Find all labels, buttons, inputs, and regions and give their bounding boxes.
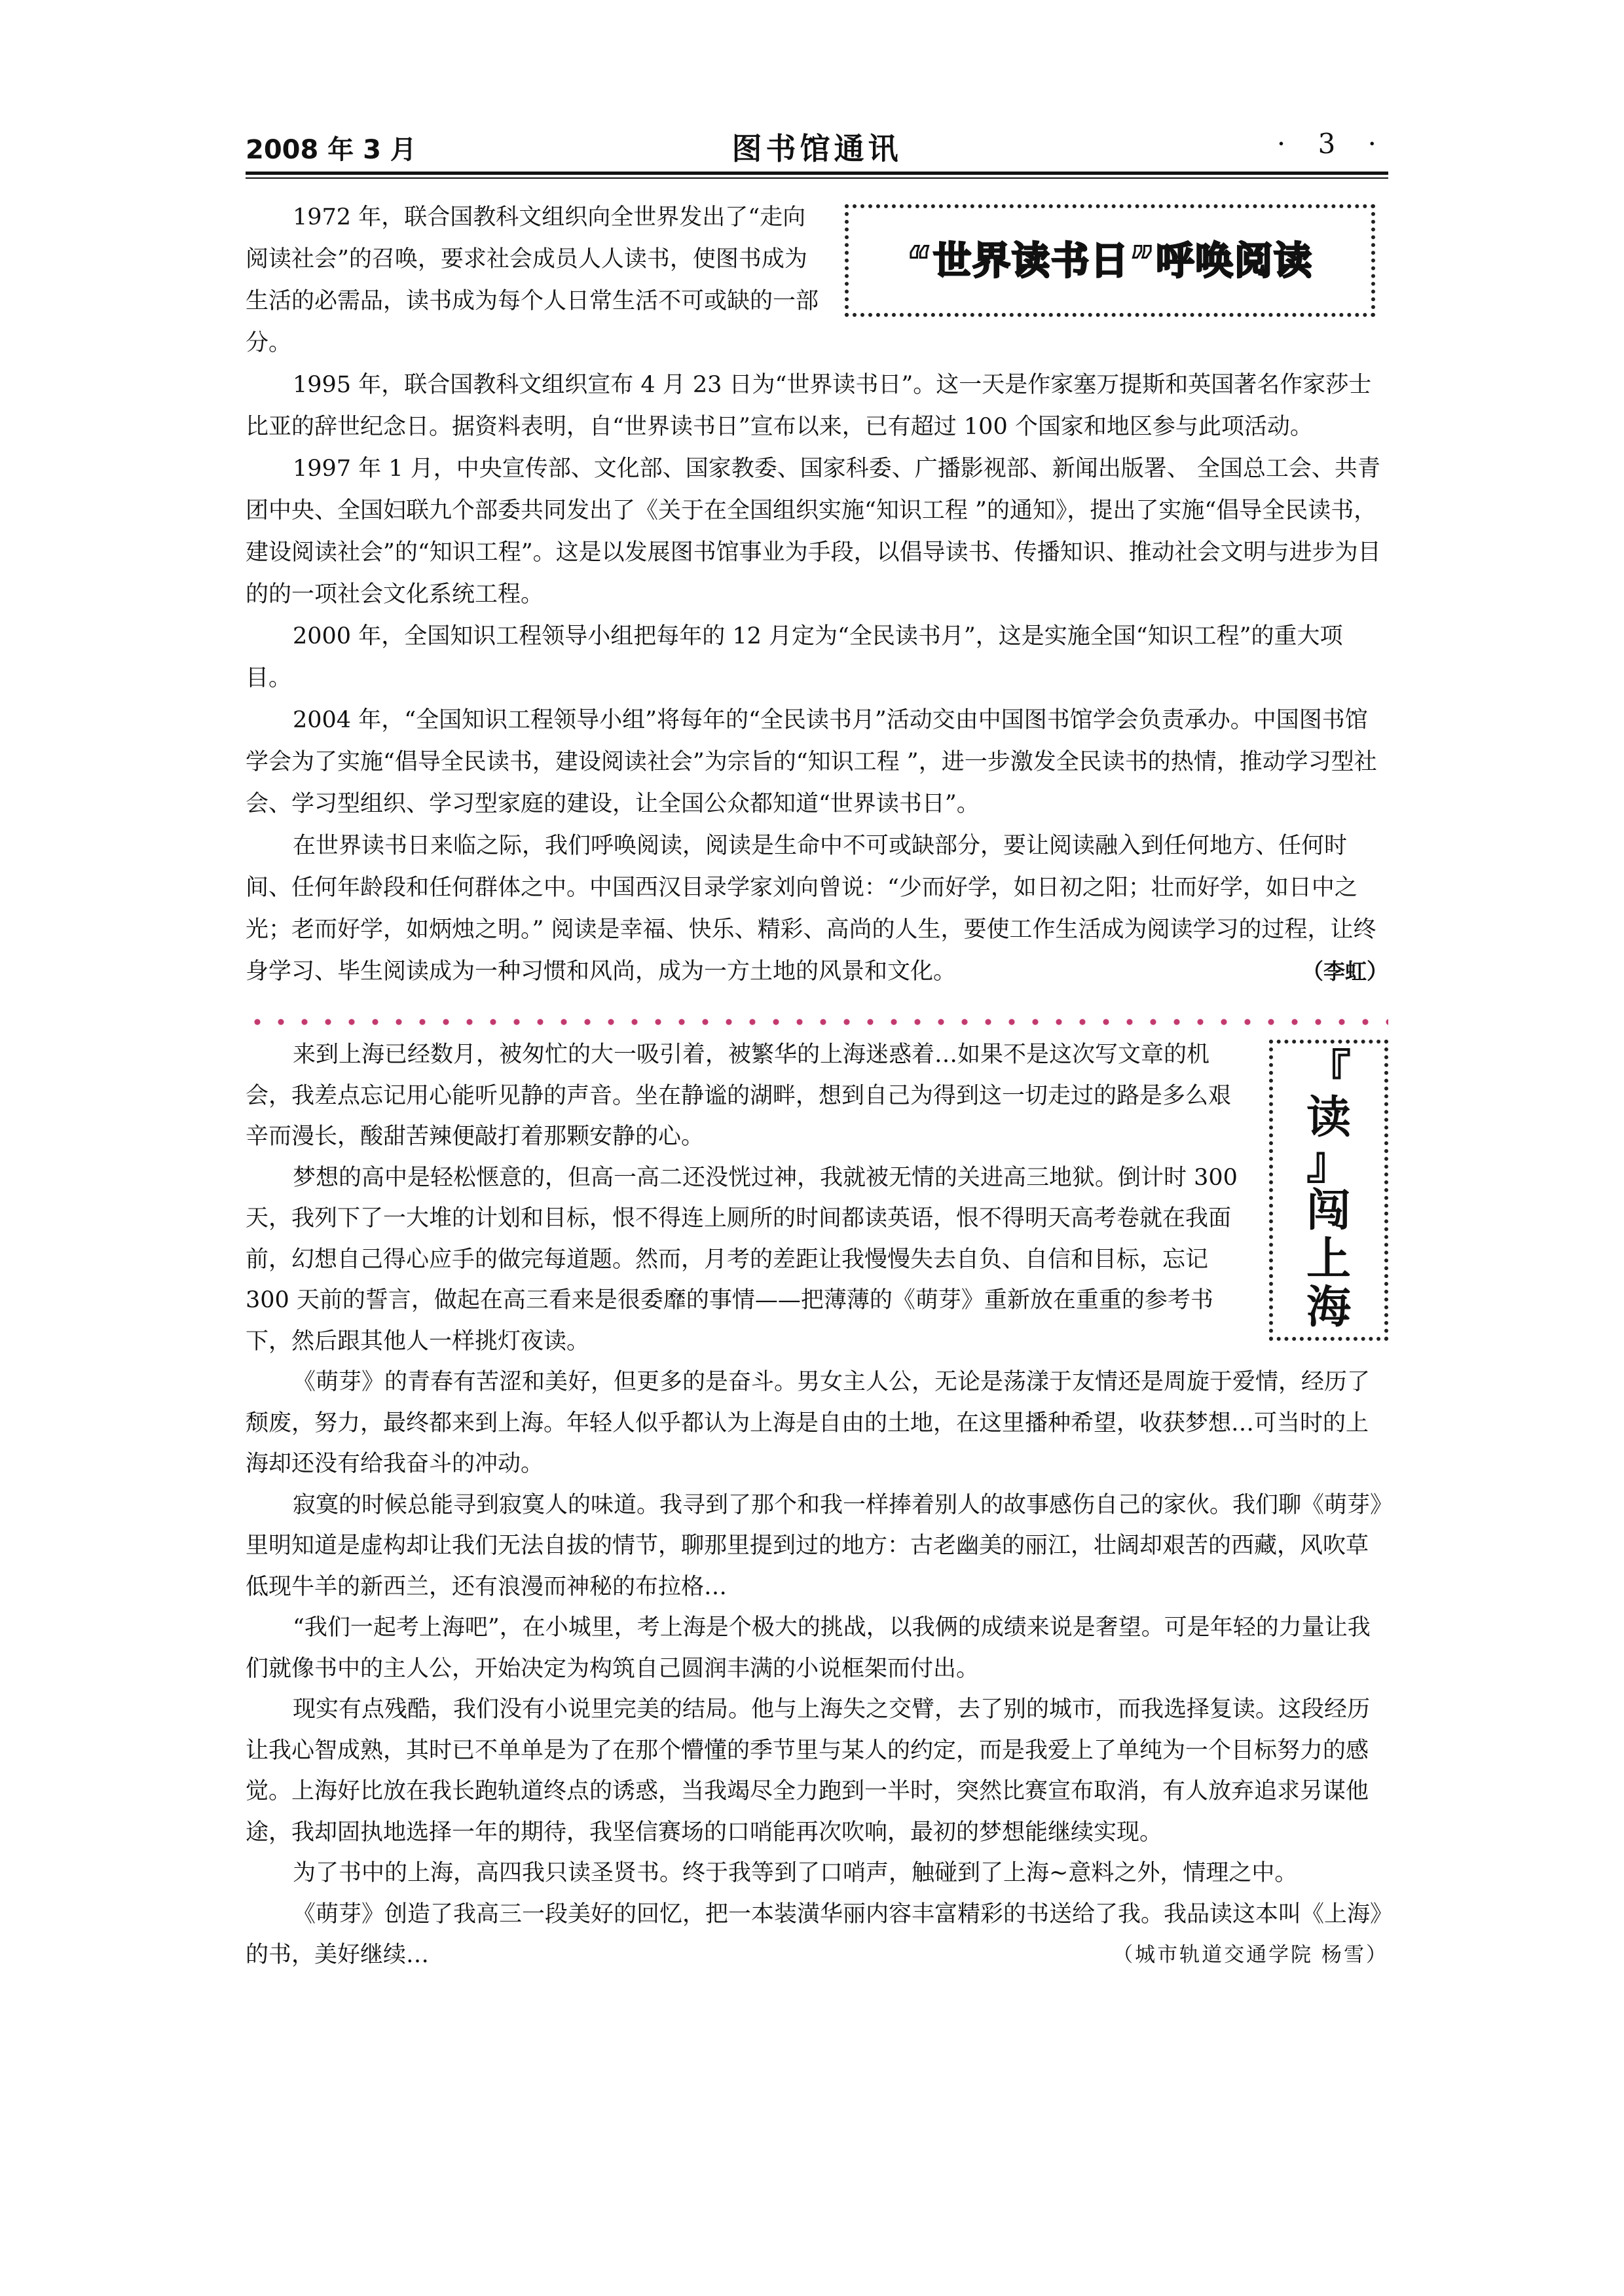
article-title-box [845, 204, 1375, 317]
article-shanghai [246, 1034, 1388, 1976]
title-char: 读 [1306, 1092, 1351, 1144]
title-char: 海 [1306, 1282, 1351, 1334]
paragraph: 2004 年，“全国知识工程领导小组”将每年的“全民读书月”活动交由中国图书馆学会负责承办。中国图书馆学会为了实施“倡导全民读书，建设阅读社会”为宗旨的“知识工程 ”，进一步激发全民读书的热情，推动学习型社会、学习型组织、学习型家庭的建设，让全国公众都知道“世界读书日”。 [246, 707, 1377, 817]
header-rule-thick [246, 172, 1388, 175]
article-author: （城市轨道交通学院 杨雪） [1113, 1943, 1388, 1967]
page-header [246, 121, 1388, 168]
title-char: 闯 [1306, 1185, 1351, 1237]
section-divider [246, 1019, 1388, 1025]
article-reading-day [246, 196, 1388, 993]
newsletter-title: 图书馆通讯 [731, 131, 902, 166]
page-number: · 3 · [1276, 128, 1388, 160]
header-rule-thin [246, 177, 1388, 179]
paragraph: “我们一起考上海吧”，在小城里，考上海是个极大的挑战，以我俩的成绩来说是奢望。可是年轻的力量让我们就像书中的主人公，开始决定为构筑自己圆润丰满的小说框架而付出。 [246, 1614, 1371, 1682]
paragraph-with-author [246, 1894, 1388, 1976]
paragraph: 为了书中的上海，高四我只读圣贤书。终于我等到了口哨声，触碰到了上海~意料之外，情理之中。 [293, 1860, 1298, 1886]
paragraph: 来到上海已经数月，被匆忙的大一吸引着，被繁华的上海迷惑着…如果不是这次写文章的机会，我差点忘记用心能听见静的声音。坐在静谧的湖畔，想到自己为得到这一切走过的路是多么艰辛而漫长，酸甜苦辣便敲打着那颗安静的心。 [246, 1042, 1232, 1150]
paragraph-text: 在世界读书日来临之际，我们呼唤阅读，阅读是生命中不可或缺部分，要让阅读融入到任何地方、任何时间、任何年龄段和任何群体之中。中国西汉目录学家刘向曾说：“少而好学，如日初之阳；壮而好学，如日中之光；老而好学，如炳烛之明。” 阅读是幸福、快乐、精彩、高尚的人生，要使工作生活成为阅读学习的过程，让终身学习、毕生阅读成为一种习惯和风尚，成为一方土地的风景和文化。 [246, 833, 1376, 985]
paragraph: 《萌芽》的青春有苦涩和美好，但更多的是奋斗。男女主人公，无论是荡漾于友情还是周旋于爱情，经历了颓废，努力，最终都来到上海。年轻人似乎都认为上海是自由的土地，在这里播种希望，收获梦想…可当时的上海却还没有给我奋斗的冲动。 [246, 1369, 1371, 1477]
paragraph: 1972 年，联合国教科文组织向全世界发出了“走向阅读社会”的召唤，要求社会成员人人读书，使图书成为生活的必需品，读书成为每个人日常生活不可或缺的一部分。 [246, 204, 819, 356]
article-title: “世界读书日”呼唤阅读 [906, 238, 1314, 283]
title-char: 上 [1306, 1233, 1351, 1285]
paragraph: 寂寞的时候总能寻到寂寞人的味道。我寻到了那个和我一样捧着别人的故事感伤自己的家伙。我们聊《萌芽》里明知道是虚构却让我们无法自拔的情节，聊那里提到过的地方：古老幽美的丽江，壮阔却艰苦的西藏，风吹草低现牛羊的新西兰，还有浪漫而神秘的布拉格… [246, 1491, 1382, 1600]
paragraph-with-author [246, 825, 1388, 993]
paragraph: 现实有点残酷，我们没有小说里完美的结局。他与上海失之交臂，去了别的城市，而我选择复读。这段经历让我心智成熟，其时已不单单是为了在那个懵懂的季节里与某人的约定，而是我爱上了单纯为一个目标努力的感觉。上海好比放在我长跑轨道终点的诱惑，当我竭尽全力跑到一半时，突然比赛宣布取消，有人放弃追求另谋他途，我却固执地选择一年的期待，我坚信赛场的口哨能再次吹响，最初的梦想能继续实现。 [246, 1696, 1371, 1846]
issue-date: 2008 年 3 月 [246, 135, 416, 165]
paragraph: 梦想的高中是轻松惬意的，但高一高二还没恍过神，我就被无情的关进高三地狱。倒计时 300 天，我列下了一大堆的计划和目标，恨不得连上厕所的时间都读英语，恨不得明天高考卷就在我面前，幻想自己得心应手的做完每道题。然而，月考的差距让我慢慢失去自负、自信和目标，忘记 300 天前的誓言，做起在高三看来是很委靡的事情——把薄薄的《萌芽》重新放在重重的参考书下，然后跟其他人一样挑灯夜读。 [246, 1164, 1238, 1355]
title-char: 』 [1306, 1138, 1351, 1190]
vertical-title-box [1269, 1040, 1388, 1341]
paragraph: 1995 年，联合国教科文组织宣布 4 月 23 日为“世界读书日”。这一天是作家塞万提斯和英国著名作家莎士比亚的辞世纪念日。据资料表明，自“世界读书日”宣布以来，已有超过 100 个国家和地区参与此项活动。 [246, 372, 1372, 440]
title-char: 『 [1306, 1046, 1351, 1098]
paragraph: 1997 年 1 月，中央宣传部、文化部、国家教委、国家科委、广播影视部、新闻出版署、 全国总工会、共青团中央、全国妇联九个部委共同发出了《关于在全国组织实施“知识工程 ”的通知》，提出了实施“倡导全民读书，建设阅读社会”的“知识工程”。这是以发展图书馆事业为手段，以倡导读书、传播知识、推动社会文明与进步为目的的一项社会文化系统工程。 [246, 456, 1381, 608]
paragraph-text: 《萌芽》创造了我高三一段美好的回忆，把一本装潢华丽内容丰富精彩的书送给了我。我品读这本叫《上海》的书，美好继续… [246, 1901, 1382, 1968]
article-author: （李虹） [1302, 958, 1388, 984]
paragraph: 2000 年，全国知识工程领导小组把每年的 12 月定为“全民读书月”，这是实施全国“知识工程”的重大项目。 [246, 623, 1343, 691]
